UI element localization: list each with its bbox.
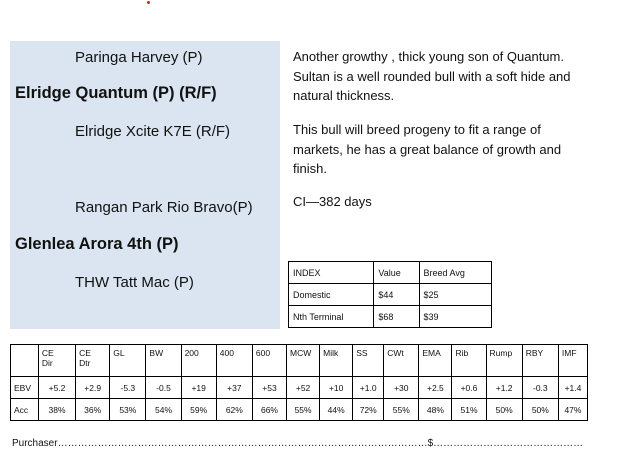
ebv-cell: 72% [353,399,384,421]
ebv-cell: 55% [384,399,419,421]
description-para-2: This bull will breed progeny to fit a range of markets, he has a great balance of growth and finish. [293,122,562,176]
index-cell: $39 [419,306,492,328]
ebv-header-label: Rump [489,348,513,358]
ebv-row-label: Acc [11,399,39,421]
ebv-header-cell [110,345,146,377]
ebv-cell: 59% [181,399,216,421]
index-cell: $44 [374,284,419,306]
ebv-cell: 66% [252,399,286,421]
ebv-header-cell [452,345,486,377]
red-dot-marker [147,1,150,4]
ebv-cell: +30 [384,377,419,399]
ebv-cell: +0.6 [452,377,486,399]
ebv-header-cell [146,345,181,377]
index-header-cell: Breed Avg [419,262,492,284]
ebv-cell: -0.3 [522,377,558,399]
ebv-header-cell [353,345,384,377]
ebv-header-cell [419,345,452,377]
ebv-header-label: IMF [561,348,577,358]
ebv-cell: 62% [216,399,252,421]
description-para-1: Another growthy , thick young son of Quantum. Sultan is a well rounded bull with a soft hide and natural thickness. [293,49,571,103]
index-header-cell: INDEX [289,262,374,284]
acc-row [11,399,588,421]
index-table-header [289,262,492,284]
ebv-cell: 53% [110,399,146,421]
ebv-header-label: Milk [323,348,339,358]
ebv-header-label: Rib [455,348,469,358]
dam-name: Glenlea Arora 4th (P) [15,235,179,253]
ebv-header-sublabel: Dir [41,358,53,368]
ebv-header-label: 200 [184,348,199,358]
ebv-header-label: CE [79,348,91,358]
ebv-cell: 44% [320,399,353,421]
ebv-cell: +1.0 [353,377,384,399]
ebv-header-label: CE [41,348,54,358]
ebv-cell: +19 [181,377,216,399]
index-table-row [289,306,492,328]
ebv-cell: +1.4 [558,377,587,399]
sire-dam-name: Elridge Xcite K7E (R/F) [75,123,231,140]
ebv-header-label: 400 [219,348,234,358]
index-cell: $25 [419,284,492,306]
ebv-cell: 36% [76,399,110,421]
ebv-cell: +2.5 [419,377,452,399]
ebv-cell: 50% [486,399,522,421]
index-cell: $68 [374,306,419,328]
ebv-header-label: SS [356,348,368,358]
ebv-table [10,344,588,421]
ebv-header-cell [486,345,522,377]
ebv-cell: +5.2 [38,377,75,399]
ebv-cell: -5.3 [110,377,146,399]
calving-interval: CI—382 days [293,194,372,209]
ebv-cell: +37 [216,377,252,399]
index-table-row [289,284,492,306]
ebv-cell: 51% [452,399,486,421]
ebv-header-label: GL [113,348,125,358]
ebv-cell: 38% [38,399,75,421]
ebv-header-label: CWt [387,348,404,358]
ebv-header-label: EMA [422,348,441,358]
ebv-header-cell [384,345,419,377]
ebv-header-cell [76,345,110,377]
ebv-header-label: RBY [525,348,544,358]
ebv-cell: +52 [287,377,320,399]
index-header-cell: Value [374,262,419,284]
index-cell: Nth Terminal [289,306,374,328]
ebv-header-cell [320,345,353,377]
index-table [288,261,492,328]
ebv-cell: +2.9 [76,377,110,399]
ebv-header-cell [216,345,252,377]
ebv-header-cell [522,345,558,377]
index-cell: Domestic [289,284,374,306]
purchaser-line: Purchaser…………………………………………………………………………………………………$……………………………………… [12,438,584,449]
ebv-header-cell [252,345,286,377]
ebv-header-sublabel: Dtr [79,358,91,368]
ebv-cell: 48% [419,399,452,421]
ebv-cell: 50% [522,399,558,421]
ebv-cell: -0.5 [146,377,181,399]
ebv-row [11,377,588,399]
dam-dam-name: THW Tatt Mac (P) [75,274,194,291]
ebv-cell: 54% [146,399,181,421]
ebv-cell: +1.2 [486,377,522,399]
ebv-cell: 55% [287,399,320,421]
ebv-cell: +10 [320,377,353,399]
ebv-cell: +53 [252,377,286,399]
sire-name: Elridge Quantum (P) (R/F) [15,84,217,102]
ebv-header-cell [558,345,587,377]
ebv-cell: 47% [558,399,587,421]
ebv-row-label: EBV [11,377,39,399]
ebv-header-row [11,345,588,377]
ebv-header-label: 600 [255,348,271,358]
pedigree-panel [10,41,280,329]
ebv-header-cell [38,345,75,377]
ebv-header-cell [181,345,216,377]
sire-sire-name: Paringa Harvey (P) [75,49,203,66]
ebv-header-label: MCW [290,348,312,358]
ebv-header-label: BW [149,348,164,358]
ebv-header-cell [287,345,320,377]
dam-sire-name: Rangan Park Rio Bravo(P) [75,199,253,216]
ebv-header-cell [11,345,39,377]
